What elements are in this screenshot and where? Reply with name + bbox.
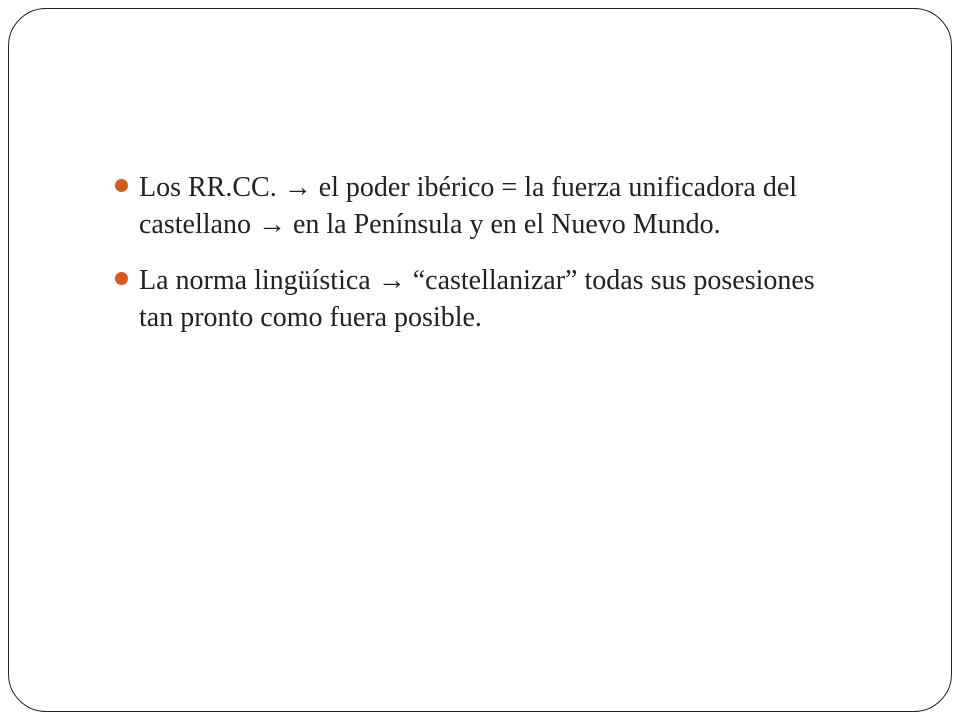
bullet-line: Los RR.CC. → el poder ibérico = la fuerza unificadora del [139, 172, 798, 203]
bullet-dot-icon [115, 179, 128, 192]
bullet-item [113, 262, 893, 336]
bullet-line: La norma lingüística → “castellanizar” todas sus posesiones [139, 265, 815, 296]
bullet-item [113, 169, 893, 243]
slide-frame [8, 8, 952, 712]
bullet-list [113, 169, 893, 355]
bullet-dot-icon [115, 272, 128, 285]
bullet-line: tan pronto como fuera posible. [139, 302, 482, 333]
bullet-line: castellano → en la Península y en el Nuevo Mundo. [139, 209, 721, 240]
